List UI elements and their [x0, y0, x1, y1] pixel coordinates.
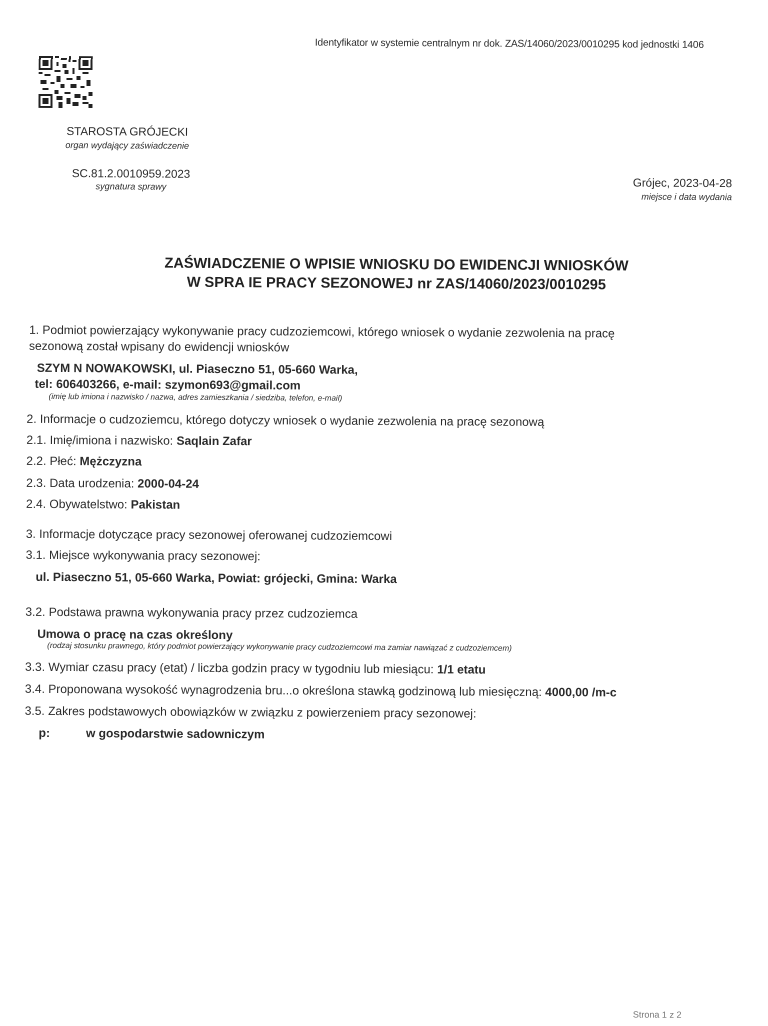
- section2-heading: 2. Informacje o cudzoziemcu, którego dotyczy wniosek o wydanie zezwolenia na pracę sezonową: [26, 411, 545, 429]
- case-signature: [46, 168, 216, 192]
- legal-basis-value: Umowa o pracę na czas określony: [37, 626, 233, 643]
- work-place-label: 3.1. Miejsce wykonywania pracy sezonowej:: [25, 547, 261, 564]
- foreigner-dob: [26, 475, 199, 492]
- duties-value: w gospodarstwie sadowniczym: [85, 726, 265, 742]
- foreigner-dob-value: 2000-04-24: [137, 476, 200, 491]
- section1-heading-line2: sezonową został wpisany do ewidencji wniosków: [28, 338, 290, 355]
- foreigner-sex: [26, 453, 142, 470]
- title-line-2: W SPRA IE PRACY SEZONOWEJ nr ZAS/14060/2023/0010295: [186, 274, 606, 294]
- issuer-caption: organ wydający zaświadczenie: [65, 140, 190, 151]
- issuing-authority: [42, 126, 212, 151]
- duties-prefix: p:: [38, 725, 51, 740]
- working-hours-value: 1/1 etatu: [437, 662, 486, 677]
- foreigner-citizenship-value: Pakistan: [130, 497, 181, 512]
- page-number: Strona 1 z 2: [632, 1009, 682, 1020]
- issue-place-date: [562, 177, 732, 202]
- employer-line-1: SZYM N NOWAKOWSKI, ul. Piaseczno 51, 05-660 Warka,: [36, 360, 358, 377]
- issue-place-date-caption: miejsce i data wydania: [641, 191, 732, 203]
- duties: [39, 725, 265, 742]
- title-line-1: ZAŚWIADCZENIE O WPISIE WNIOSKU DO EWIDENCJI WNIOSKÓW: [164, 255, 629, 275]
- foreigner-name-label: 2.1. Imię/imiona i nazwisko:: [26, 432, 177, 448]
- section1-heading-line1: 1. Podmiot powierzający wykonywanie pracy cudzoziemcowi, którego wniosek o wydanie zezwolenia na pracę: [29, 322, 615, 341]
- legal-basis-label: 3.2. Podstawa prawna wykonywania pracy przez cudzoziemca: [25, 604, 358, 621]
- foreigner-dob-label: 2.3. Data urodzenia:: [26, 475, 138, 491]
- document-title: [111, 254, 681, 295]
- working-hours-label: 3.3. Wymiar czasu pracy (etat) / liczba godzin pracy w tygodniu lub miesiącu:: [25, 659, 438, 677]
- duties-label: 3.5. Zakres podstawowych obowiązków w związku z powierzeniem pracy sezonowej:: [24, 703, 477, 721]
- salary: [25, 681, 617, 701]
- foreigner-sex-value: Mężczyzna: [79, 454, 142, 469]
- qr-code-icon: [38, 56, 92, 108]
- foreigner-name: [26, 432, 252, 449]
- issue-place-date-value: Grójec, 2023-04-28: [632, 177, 733, 191]
- foreigner-name-value: Saqlain Zafar: [176, 433, 252, 449]
- case-signature-caption: sygnatura sprawy: [95, 181, 167, 192]
- foreigner-sex-label: 2.2. Płeć:: [26, 453, 80, 469]
- employer-line-2: tel: 606403266, e-mail: szymon693@gmail.com: [34, 376, 301, 393]
- salary-label: 3.4. Proponowana wysokość wynagrodzenia bru...o określona stawką godzinową lub miesięczną:: [24, 681, 546, 699]
- work-place-value: ul. Piaseczno 51, 05-660 Warka, Powiat: grójecki, Gmina: Warka: [35, 569, 397, 587]
- case-signature-value: SC.81.2.0010959.2023: [71, 168, 191, 181]
- foreigner-citizenship-label: 2.4. Obywatelstwo:: [26, 496, 131, 512]
- salary-value: 4000,00 /m-c: [545, 684, 617, 700]
- foreigner-citizenship: [26, 496, 180, 513]
- section3-heading: 3. Informacje dotyczące pracy sezonowej oferowanej cudzoziemcowi: [25, 526, 393, 544]
- legal-basis-caption: (rodzaj stosunku prawnego, który podmiot powierzający wykonywanie pracy cudzoziemcowi ma zamiar nawiązać z cudzoziemcem): [47, 640, 512, 653]
- employer-caption: (imię lub imiona i nazwisko / nazwa, adres zamieszkania / siedziba, telefon, e-mail): [48, 391, 343, 403]
- working-hours: [25, 659, 486, 678]
- document-identifier: Identyfikator w systemie centralnym nr dok. ZAS/14060/2023/0010295 kod jednostki 1406: [314, 37, 704, 51]
- issuer-name: STAROSTA GRÓJECKI: [66, 126, 189, 139]
